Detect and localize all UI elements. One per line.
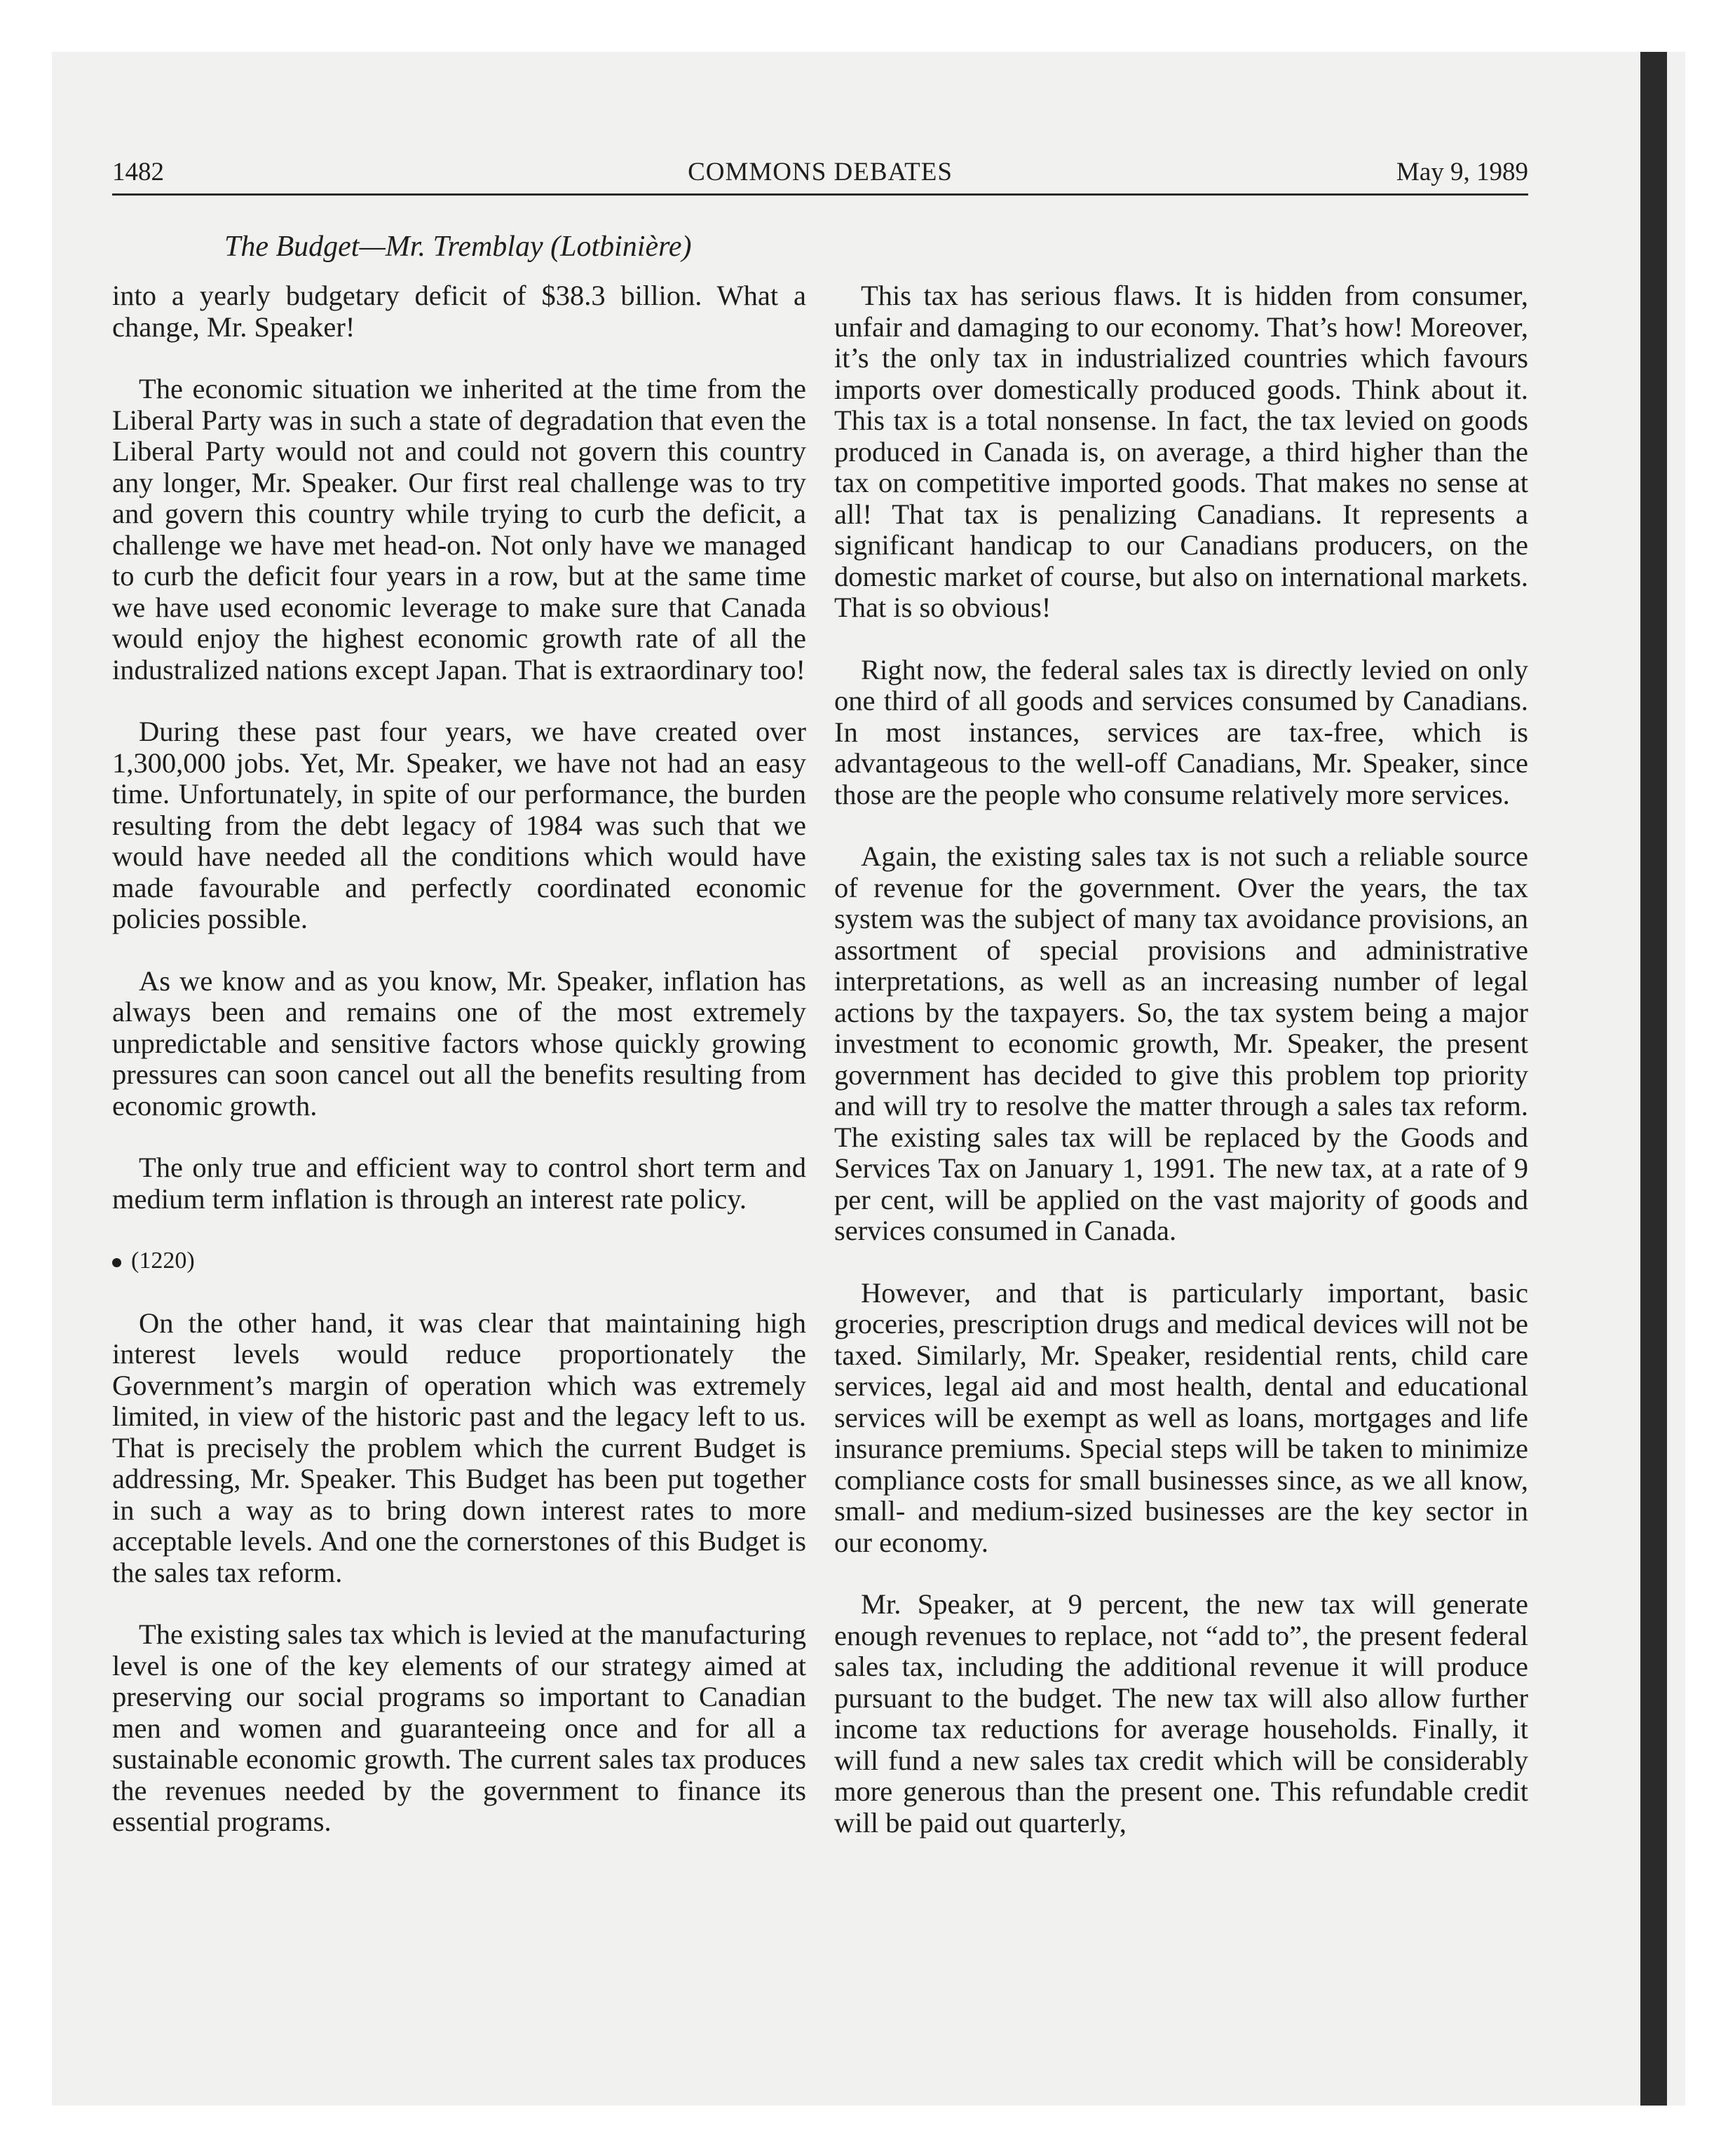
header-rule xyxy=(112,193,1528,196)
paragraph: Again, the existing sales tax is not such a reliable source of revenue for the government. Over the years, the tax system was the subject of many tax avoidance provisions, an assortment of special provisions and administrative interpretations, as well as an increasing number of legal actions by the taxpayers. So, the tax system being a major investment to economic growth, Mr. Speaker, the present government has decided to give this problem top priority and will try to resolve the matter through a sales tax reform. The existing sales tax will be replaced by the Goods and Services Tax on January 1, 1991. The new tax, at a rate of 9 per cent, will be applied on the vast majority of goods and services consumed in Canada. xyxy=(834,840,1528,1246)
paragraph: The only true and efficient way to control short term and medium term inflation is through an interest rate policy. xyxy=(112,1152,806,1215)
journal-title: COMMONS DEBATES xyxy=(688,158,953,186)
paragraph: Mr. Speaker, at 9 percent, the new tax will generate enough revenues to replace, not “add to”, the present federal sales tax, including the additional revenue it will produce pursuant to the budget. The new tax will also allow further income tax reductions for average households. Finally, it will fund a new sales tax credit which will be considerably more generous than the present one. This refundable credit will be paid out quarterly, xyxy=(834,1588,1528,1838)
scan-edge-bar xyxy=(1640,52,1667,2106)
time-marker-label: (1220) xyxy=(131,1248,195,1274)
left-column xyxy=(112,280,806,1869)
paragraph: The economic situation we inherited at the time from the Liberal Party was in such a state of degradation that even the Liberal Party would not and could not govern this country any longer, Mr. Speaker. Our first real challenge was to try and govern this country while trying to curb the deficit, a challenge we have met head-on. Not only have we managed to curb the deficit four years in a row, but at the same time we have used economic leverage to make sure that Canada would enjoy the highest economic growth rate of all the industralized nations except Japan. That is extraordinary too! xyxy=(112,373,806,685)
paragraph: This tax has serious flaws. It is hidden from consumer, unfair and damaging to our economy. That’s how! Moreover, it’s the only tax in industrialized countries which favours imports over domestically produced goods. Think about it. This tax is a total nonsense. In fact, the tax levied on goods produced in Canada is, on average, a third higher than the tax on competitive imported goods. That makes no sense at all! That tax is penalizing Canadians. It represents a significant handicap to our Canadians producers, on the domestic market of course, but also on international markets. That is so obvious! xyxy=(834,280,1528,623)
page-date: May 9, 1989 xyxy=(1396,158,1528,186)
page-number: 1482 xyxy=(112,158,164,186)
bullet-icon xyxy=(112,1258,121,1267)
paragraph: Right now, the federal sales tax is directly levied on only one third of all goods and services consumed by Canadians. In most instances, services are tax-free, which is advantageous to the well-off Canadians, Mr. Speaker, since those are the people who consume relatively more services. xyxy=(834,653,1528,810)
section-heading: The Budget—Mr. Tremblay (Lotbinière) xyxy=(224,231,692,263)
paragraph: The existing sales tax which is levied at the manufacturing level is one of the key elements of our strategy aimed at preserving our social programs so important to Canadian men and women and guaranteeing once and for all a sustainable economic growth. The current sales tax produces the revenues needed by the government to finance its essential programs. xyxy=(112,1618,806,1837)
paragraph: On the other hand, it was clear that maintaining high interest levels would reduce proportionately the Government’s margin of operation which was extremely limited, in view of the historic past and the legacy left to us. That is precisely the problem which the current Budget is addressing, Mr. Speaker. This Budget has been put together in such a way as to bring down interest rates to more acceptable levels. And one the cornerstones of this Budget is the sales tax reform. xyxy=(112,1306,806,1588)
paragraph: However, and that is particularly important, basic groceries, prescription drugs and medical devices will not be taxed. Similarly, Mr. Speaker, residential rents, child care services, legal aid and most health, dental and educational services will be exempt as well as loans, mortgages and life insurance premiums. Special steps will be taken to minimize compliance costs for small businesses since, as we all know, small- and medium-sized businesses are the key sector in our economy. xyxy=(834,1276,1528,1558)
paragraph: As we know and as you know, Mr. Speaker, inflation has always been and remains one of the most extremely unpredictable and sensitive factors whose quickly growing pressures can soon cancel out all the benefits resulting from economic growth. xyxy=(112,964,806,1121)
paragraph: into a yearly budgetary deficit of $38.3 billion. What a change, Mr. Speaker! xyxy=(112,280,806,343)
paragraph: During these past four years, we have created over 1,300,000 jobs. Yet, Mr. Speaker, we have not had an easy time. Unfortunately, in spite of our performance, the burden resulting from the debt legacy of 1984 was such that we would have needed all the conditions which would have made favourable and perfectly coordinated economic policies possible. xyxy=(112,716,806,934)
time-marker xyxy=(112,1246,806,1277)
right-column xyxy=(834,280,1528,1869)
running-header xyxy=(112,151,1528,193)
